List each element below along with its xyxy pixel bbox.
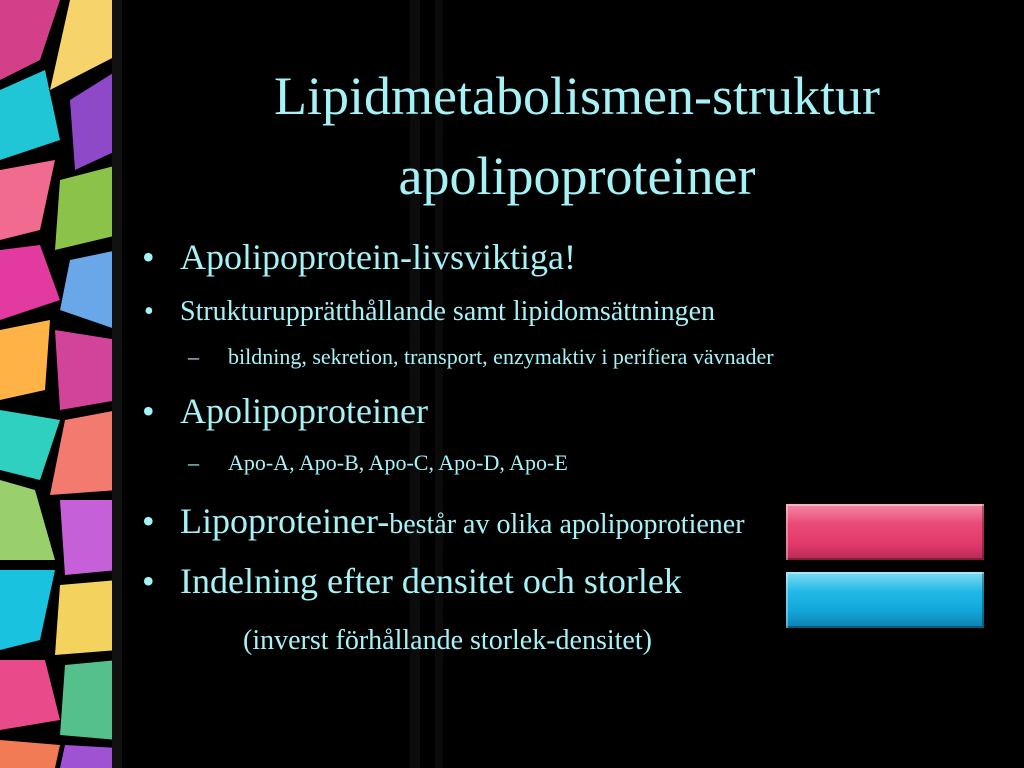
bullet-marker: • (142, 237, 155, 277)
bullet-marker: • (142, 501, 155, 541)
bullet-strukturupprätthallande: Strukturupprätthållande samt lipidomsättningen (180, 296, 716, 327)
stained-glass-decoration (0, 0, 122, 768)
bullet-marker: • (144, 296, 154, 327)
bullet-marker: • (142, 391, 155, 431)
slide-title-line-2: apolipoproteiner (398, 146, 756, 206)
bullet-apolipoprotein: Apolipoprotein-livsviktiga! (180, 237, 576, 277)
sub-bullet-marker: – (188, 450, 199, 475)
lipoproteiner-description: består av olika apolipoprotiener (389, 509, 745, 540)
sub-bullet-marker: – (188, 344, 199, 369)
bullet-indelning: Indelning efter densitet och storlek (180, 561, 682, 601)
sub-bullet-apo-types: Apo-A, Apo-B, Apo-C, Apo-D, Apo-E (228, 450, 568, 475)
bullet-marker: • (142, 561, 155, 601)
sub-bullet-bildning: bildning, sekretion, transport, enzymaktiv i perifiera vävnader (228, 344, 774, 369)
bullet-lipoproteiner (180, 500, 745, 542)
note-inverst: (inverst förhållande storlek-densitet) (243, 625, 652, 656)
blue-decorative-box (786, 572, 984, 628)
pink-decorative-box (786, 504, 984, 560)
lipoproteiner-label: Lipoproteiner- (180, 501, 390, 541)
bullet-apolipoproteiner: Apolipoproteiner (180, 391, 428, 431)
slide-title-line-1: Lipidmetabolismen-struktur (274, 66, 880, 126)
